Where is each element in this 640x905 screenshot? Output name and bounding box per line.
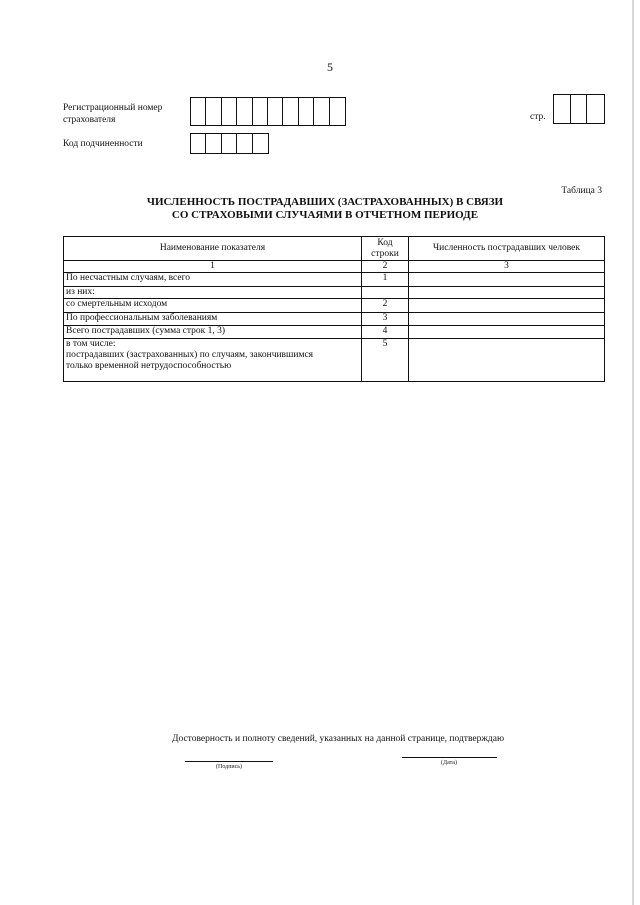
table-row [64,299,605,313]
reg-number-cell[interactable] [330,98,345,125]
table-row [64,313,605,326]
page-number-cell[interactable] [587,95,604,123]
row-code: 5 [362,339,409,382]
table-title-line2: СО СТРАХОВЫМИ СЛУЧАЯМИ В ОТЧЕТНОМ ПЕРИОДЕ [171,209,479,221]
casualties-table [63,236,605,382]
row-label: По профессиональным заболеваниям [64,313,362,326]
reg-number-cell[interactable] [191,98,206,125]
table-header-row [64,237,605,261]
row-label [64,339,362,382]
row-code [362,287,409,299]
reg-number-cell[interactable] [314,98,329,125]
reg-number-label-line1: Регистрационный номер [63,103,163,113]
reg-number-label [63,102,162,126]
page-number-cell[interactable] [554,95,571,123]
row-label: По несчастным случаям, всего [64,273,362,287]
sub-code-label: Код подчиненности [63,139,143,149]
column-number: 3 [409,261,605,273]
confirmation-text: Достоверность и полноту сведений, указанных на данной странице, подтверждаю [172,734,505,744]
reg-number-field[interactable] [190,97,346,126]
date-line[interactable] [402,757,497,758]
column-number: 2 [362,261,409,273]
sub-code-cell[interactable] [237,134,252,153]
reg-number-cell[interactable] [283,98,298,125]
row-value-cell[interactable] [409,273,605,287]
page-number-field[interactable] [553,94,605,124]
column-number: 1 [64,261,362,273]
header-indicator-name: Наименование показателя [64,237,362,261]
column-numbers-row [64,261,605,273]
table-title [110,196,540,222]
header-casualties-count: Численность пострадавших человек [409,237,605,261]
table-number: Таблица 3 [561,186,602,196]
row-value-cell[interactable] [409,326,605,339]
page-label: стр. [530,112,546,122]
table-title-line1: ЧИСЛЕННОСТЬ ПОСТРАДАВШИХ (ЗАСТРАХОВАННЫХ) В СВЯЗИ [146,196,504,208]
page-number: 5 [327,60,333,74]
reg-number-cell[interactable] [299,98,314,125]
reg-number-cell[interactable] [222,98,237,125]
row-label-line: только временной нетрудоспособностью [66,361,232,371]
page-number-cell[interactable] [571,95,588,123]
row-code: 2 [362,299,409,313]
row-label: Всего пострадавших (сумма строк 1, 3) [64,326,362,339]
reg-number-cell[interactable] [268,98,283,125]
reg-number-cell[interactable] [206,98,221,125]
sub-code-cell[interactable] [206,134,221,153]
row-label-line: в том числе: [66,339,116,349]
row-value-cell[interactable] [409,313,605,326]
row-value-cell[interactable] [409,339,605,382]
sub-code-cell[interactable] [191,134,206,153]
table-row [64,287,605,299]
row-code: 4 [362,326,409,339]
date-label: (Дата) [441,760,457,766]
row-label-line: пострадавших (застрахованных) по случаям, закончившимся [66,350,314,360]
table-row [64,273,605,287]
header-row-code: Код строки [362,237,409,261]
sub-code-cell[interactable] [222,134,237,153]
signature-label: (Подпись) [216,764,243,770]
row-label: со смертельным исходом [64,299,362,313]
sub-code-cell[interactable] [253,134,268,153]
reg-number-cell[interactable] [237,98,252,125]
reg-number-cell[interactable] [253,98,268,125]
sub-code-field[interactable] [190,133,269,154]
scan-edge [632,0,634,905]
row-code: 3 [362,313,409,326]
table-row [64,326,605,339]
row-value-cell[interactable] [409,299,605,313]
row-code: 1 [362,273,409,287]
signature-line[interactable] [185,761,273,762]
row-label: из них: [64,287,362,299]
row-value-cell[interactable] [409,287,605,299]
reg-number-label-line2: страхователя [63,115,116,125]
table-row [64,339,605,382]
